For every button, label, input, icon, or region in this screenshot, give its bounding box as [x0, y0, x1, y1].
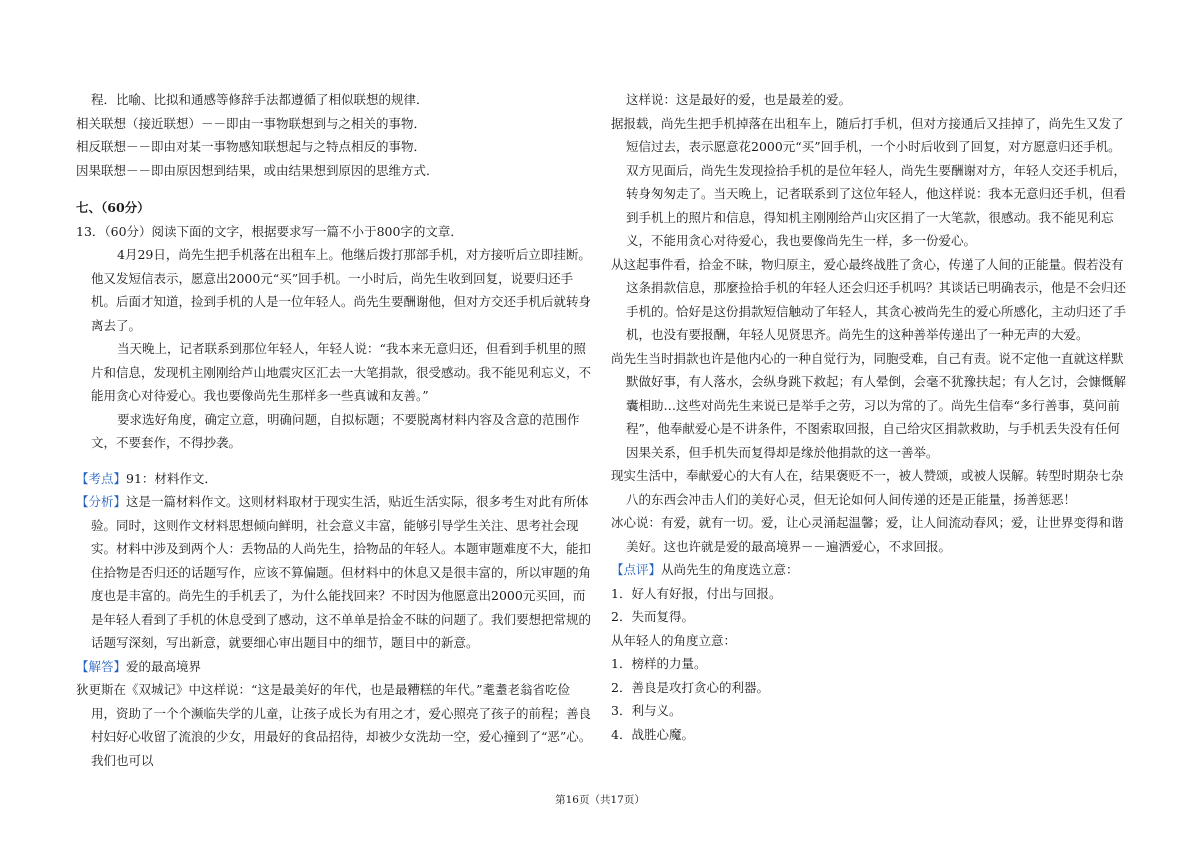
essay-report: 据报载，尚先生把手机掉落在出租车上，随后打手机，但对方接通后又挂掉了，尚先生又发了短信过去，表示愿意花2000元“买”回手机，一个小时后收到了回复，对方愿意归还手机。双方见面后，尚先生发现捡拾手机的是位年轻人，尚先生要酬谢对方，年轻人交还手机后，转身匆匆走了。当天晚上，记者联系到了这位年轻人，他这样说：我本无意归还手机，但看到手机上的照片和信息，得知机主刚刚给芦山灾区捐了一大笔款，很感动。我不能见利忘义，不能用贪心对待爱心，我也要像尚先生一样，多一份爱心。 — [611, 115, 1127, 248]
intro-continuation: 程．比喻、比拟和通感等修辞手法都遵循了相似联想的规律． — [91, 92, 429, 107]
material-paragraph-1: 4月29日，尚先生把手机落在出租车上。他继后拨打那部手机，对方接听后立即挂断。他又发短信表示，愿意出2000元“买”回手机。一小时后，尚先生收到回复，说要归还手机。后面才知道，捡到手机的人是一位年轻人。尚先生要酬谢他，但对方交还手机后就转身离去了。 — [91, 247, 592, 333]
page-footer: 第16页（共17页） — [555, 794, 645, 806]
association-causal: 因果联想－－即由原因想到结果，或由结果想到原因的思维方式． — [76, 162, 439, 178]
kaodian-tag: 【考点】 — [76, 470, 127, 486]
young-title: 从年轻人的角度立意： — [611, 632, 737, 648]
question-13: 13．（60分）阅读下面的文字，根据要求写一篇不小于800字的文章． — [76, 223, 463, 239]
essay-event: 从这起事件看，拾金不昧，物归原主，爱心最终战胜了贪心，传递了人间的正能量。假若没有这条捐款信息，那麼捡拾手机的年轻人还会归还手机吗？其谈话已明确表示，他是不会归还手机的。恰好是这份捐款短信触动了年轻人，其贪心被尚先生的爱心所感化，主动归还了手机，也没有要报酬，年轻人见贤思齐。尚先生的这种善举传递出了一种无声的大爱。 — [611, 256, 1127, 342]
essay-reality: 现实生活中，奉献爱心的大有人在，结果褒贬不一，被人赞颂，或被人误解。转型时期杂七杂八的东西会冲击人们的美好心灵，但无论如何人间传递的还是正能量，扬善惩恶！ — [611, 468, 1124, 507]
essay-bingxin: 冰心说：有爱，就有一切。爱，让心灵涌起温馨；爱，让人间流动春风；爱，让世界变得和谐美好。这也许就是爱的最高境界－－遍洒爱心，不求回报。 — [611, 515, 1124, 554]
essay-donate: 尚先生当时捐款也许是他内心的一种自觉行为，同胞受难，自己有责。说不定他一直就这样默默做好事，有人落水，会纵身跳下救起；有人晕倒，会毫不犹豫扶起；有人乞讨，会慷慨解囊相助…这些对尚先生来说已是举手之劳，习以为常的了。尚先生信奉“多行善事，莫问前程”，他奉献爱心是不讲条件，不图索取回报，自己给灾区捐款救助，与手机丢失没有任何因果关系，但手机失而复得却是缘於他捐款的这一善举。 — [611, 350, 1127, 460]
association-opposite: 相反联想－－即由对某一事物感知联想起与之特点相反的事物． — [76, 139, 427, 154]
list-item: 4．战胜心魔。 — [611, 726, 694, 742]
list-item: 3．利与义。 — [611, 703, 682, 718]
essay-paragraph-1: 狄更斯在《双城记》中这样说：“这是最美好的年代，也是最糟糕的年代。”耄耋老翁省吃俭用，资助了一个个濒临失学的儿童，让孩子成长为有用之才，爱心照亮了孩子的前程；善良村妇好心收留了流浪的少女，用最好的食品招待，却被少女洗劫一空，爱心撞到了“恶”心。我们也可以 — [76, 682, 592, 768]
jieda-text: 爱的最高境界 — [126, 658, 202, 674]
kaodian-text: 91：材料作文． — [126, 470, 217, 486]
right-column — [611, 88, 1129, 746]
kaodian — [76, 467, 594, 491]
material-paragraph-2: 当天晚上，记者联系到那位年轻人，年轻人说：“我本来无意归还，但看到手机里的照片和信息，发现机主刚刚给芦山地震灾区汇去一大笔捐款，很受感动。我不能见利忘义，不能用贪心对待爱心。我也要像尚先生那样多一些真诚和友善。” — [91, 341, 592, 403]
list-item: 1．榜样的力量。 — [611, 656, 707, 671]
requirement: 要求选好角度，确定立意，明确问题，自拟标题；不要脱离材料内容及含意的范围作文，不要套作，不得抄袭。 — [91, 411, 580, 450]
list-item: 2．失而复得。 — [611, 609, 694, 624]
fenxi — [76, 490, 594, 655]
fenxi-tag: 【分析】 — [76, 494, 127, 509]
section-title: 七、（60分） — [76, 200, 150, 215]
list-item: 1．好人有好报，付出与回报。 — [611, 585, 782, 601]
fenxi-text: 这是一篇材料作文。这则材料取材于现实生活，贴近生活实际，很多考生对此有所体验。同时，这则作文材料思想倾向鲜明，社会意义丰富，能够引导学生关注、思考社会现实。材料中涉及到两个人：丢物品的人尚先生，拾物品的年轻人。本题审题难度不大，能扣住拾物是否归还的话题写作，应该不算偏题。但材料中的休息又是很丰富的，所以审题的角度也是丰富的。尚先生的手机丢了，为什么能找回来？不时因为他愿意出2000元买回，而是年轻人看到了手机的休息受到了感动，这不单单是拾金不昧的问题了。我们要想把常规的话题写深刻，写出新意，就要细心审出题目中的细节，题目中的新意。 — [91, 494, 592, 650]
jieda-tag: 【解答】 — [76, 658, 127, 674]
dianping — [611, 558, 1129, 582]
association-related: 相关联想（接近联想）－－即由一事物联想到与之相关的事物． — [76, 115, 427, 131]
list-item: 2．善良是攻打贪心的利器。 — [611, 679, 769, 695]
left-column — [76, 88, 594, 772]
jieda — [76, 655, 594, 679]
essay-continuation: 这样说：这是最好的爱，也是最差的爱。 — [626, 92, 852, 107]
dianping-text: 从尚先生的角度选立意： — [661, 562, 799, 577]
dianping-tag: 【点评】 — [611, 562, 662, 577]
